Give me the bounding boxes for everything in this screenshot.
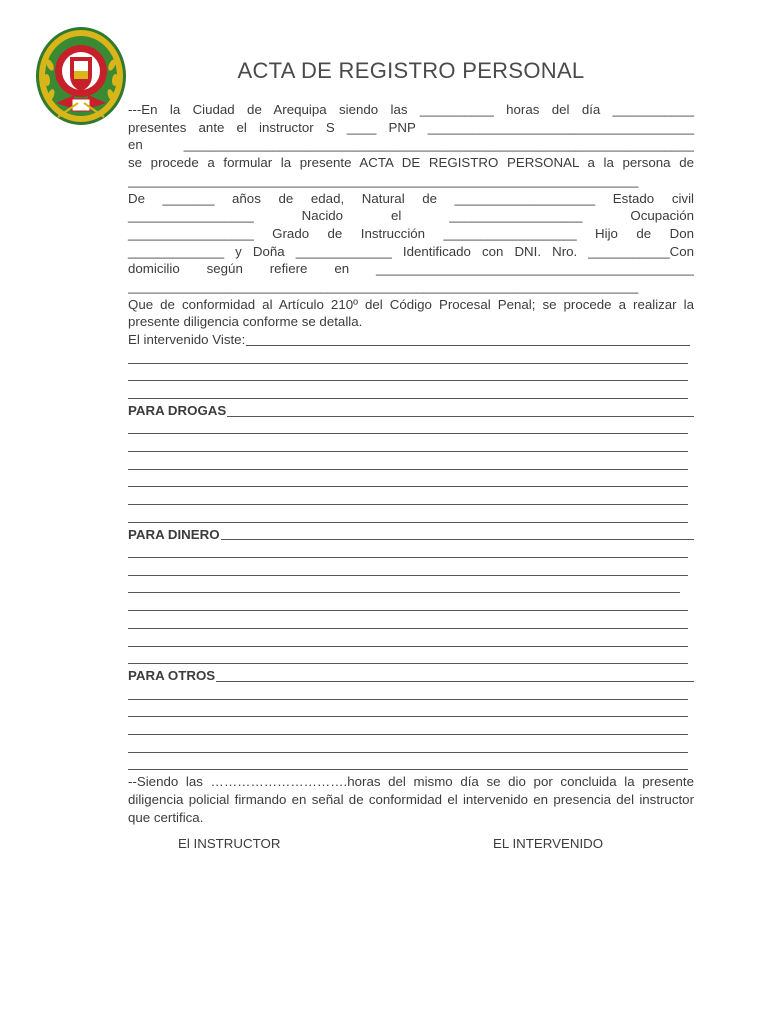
intro-line: se procede a formular la presente ACTA DE REGISTRO PERSONAL a la persona de	[128, 155, 694, 171]
document-title: ACTA DE REGISTRO PERSONAL	[237, 58, 585, 83]
blank-line[interactable]	[128, 508, 694, 526]
intro-line: _________________ Nacido el __________________ Ocupación	[128, 208, 694, 224]
section-label-drogas: PARA DROGAS	[128, 402, 227, 418]
blank-line[interactable]	[128, 738, 694, 756]
dinero-fill-line[interactable]	[221, 539, 694, 540]
intro-line: en _____________________________________________________________________	[128, 137, 694, 153]
blank-line[interactable]	[128, 561, 694, 579]
blank-line[interactable]	[128, 384, 694, 402]
blank-line[interactable]	[128, 596, 694, 614]
blank-line[interactable]	[128, 579, 694, 597]
section-drogas	[128, 402, 694, 420]
document-body	[128, 101, 694, 826]
otros-fill-line[interactable]	[216, 681, 694, 682]
section-label-dinero: PARA DINERO	[128, 526, 220, 542]
intro-line: domicilio según refiere en ___________________________________________	[128, 261, 694, 277]
intervenido-signature-label: EL INTERVENIDO	[493, 836, 604, 851]
blank-line[interactable]	[128, 720, 694, 738]
blank-line[interactable]	[128, 632, 694, 650]
blank-line[interactable]	[128, 420, 694, 438]
intro-line: ---En la Ciudad de Arequipa siendo las __________ horas del día ___________	[128, 102, 694, 117]
instructor-signature-label: El INSTRUCTOR	[178, 836, 281, 851]
intro-line: De _______ años de edad, Natural de ___________________ Estado civil	[128, 190, 694, 206]
blank-line[interactable]	[128, 543, 694, 561]
viste-label: El intervenido Viste:	[128, 332, 246, 348]
blank-line[interactable]	[128, 437, 694, 455]
section-label-otros: PARA OTROS	[128, 668, 216, 684]
blank-line[interactable]	[128, 685, 694, 703]
closing-paragraph: --Siendo las ………………………….horas del mismo día se dio por concluida la presente diligencia policial firmando en señal de conformidad el intervenido en presencia del instructor que certifica.	[128, 774, 694, 825]
blank-line[interactable]	[128, 703, 694, 721]
blank-line[interactable]	[128, 367, 694, 385]
blank-line[interactable]	[128, 650, 694, 668]
intro-line: _____________________________________________________________________	[128, 279, 639, 295]
section-otros	[128, 667, 694, 685]
article-paragraph: Que de conformidad al Artículo 210º del Código Procesal Penal; se procede a realizar la presente diligencia conforme se detalla.	[128, 296, 694, 330]
intro-line: _____________________________________________________________________	[128, 172, 639, 188]
drogas-fill-line[interactable]	[227, 416, 694, 417]
blank-line[interactable]	[128, 490, 694, 508]
intro-line: _________________ Grado de Instrucción __________________ Hijo de Don	[128, 225, 694, 241]
blank-line[interactable]	[128, 473, 694, 491]
blank-line[interactable]	[128, 455, 694, 473]
blank-line[interactable]	[128, 349, 694, 367]
intro-line: _____________ y Doña _____________ Identificado con DNI. Nro. ___________Con	[128, 243, 694, 259]
section-dinero	[128, 526, 694, 544]
intro-line: presentes ante el instructor S ____ PNP ____________________________________	[128, 119, 694, 135]
blank-line[interactable]	[128, 614, 694, 632]
viste-line	[128, 331, 694, 349]
blank-line[interactable]	[128, 756, 694, 774]
viste-fill-line[interactable]	[246, 345, 690, 346]
